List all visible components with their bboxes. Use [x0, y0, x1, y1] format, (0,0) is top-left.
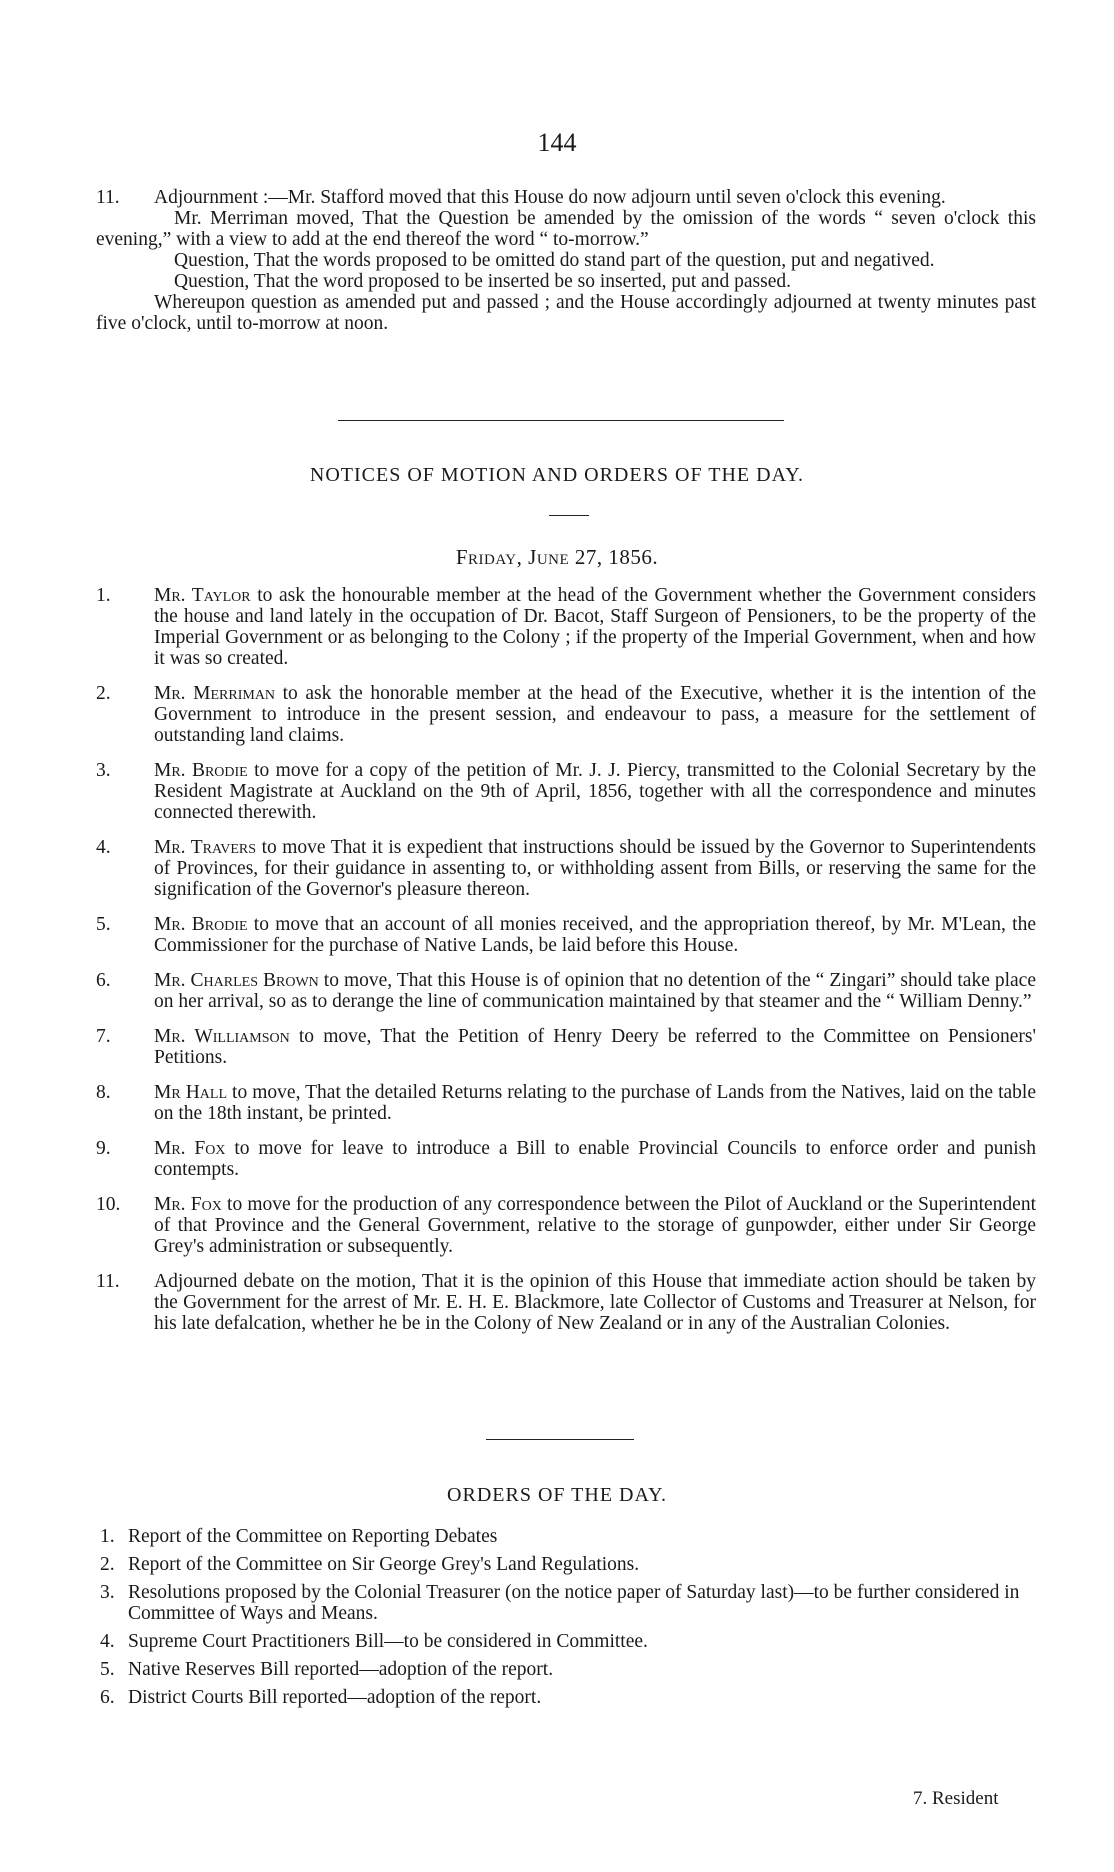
notice-text: to move, That the detailed Returns relating to the purchase of Lands from the Natives, laid on the table on the 18th instant, be printed. [154, 1082, 1036, 1124]
member-name: Mr. Merriman [154, 683, 276, 704]
notices-list [96, 585, 1036, 1334]
member-name: Mr Hall [154, 1082, 228, 1103]
short-divider [549, 515, 589, 516]
order-item [100, 1687, 1040, 1708]
orders-list [100, 1526, 1040, 1715]
notice-item [96, 760, 1036, 823]
order-number: 2. [100, 1554, 115, 1575]
notice-item [96, 585, 1036, 669]
notices-heading: NOTICES OF MOTION AND ORDERS OF THE DAY. [309, 464, 805, 486]
member-name: Mr. Brodie [154, 760, 248, 781]
notice-item [96, 1082, 1036, 1124]
page-number: 144 [537, 128, 577, 157]
order-item [100, 1526, 1040, 1547]
member-name: Mr. Williamson [154, 1026, 290, 1047]
adjournment-paragraph: Whereupon question as amended put and passed ; and the House accordingly adjourned at twenty minutes past five o'clock, until to-morrow at noon. [96, 292, 1036, 334]
member-name: Mr. Travers [154, 837, 257, 858]
order-number: 4. [100, 1631, 115, 1652]
notice-item [96, 1026, 1036, 1068]
notice-number: 2. [96, 683, 111, 704]
notice-number: 1. [96, 585, 111, 606]
section-divider [338, 420, 784, 421]
adjournment-paragraph: Mr. Merriman moved, That the Question be amended by the omission of the words “ seven o'clock this evening,” with a view to add at the end thereof the word “ to-morrow.” [96, 208, 1036, 250]
notice-number: 8. [96, 1082, 111, 1103]
notice-text: to move That it is expedient that instructions should be issued by the Governor to Superintendents of Provinces, for their guidance in assenting to, or withholding assent from Bills, or reserving the same for the signification of the Governor's pleasure thereon. [154, 837, 1036, 900]
order-number: 6. [100, 1687, 115, 1708]
order-text: Report of the Committee on Sir George Grey's Land Regulations. [128, 1554, 640, 1575]
notice-number: 9. [96, 1138, 111, 1159]
notice-number: 6. [96, 970, 111, 991]
member-name: Mr. Brodie [154, 914, 248, 935]
notice-text: Adjourned debate on the motion, That it is the opinion of this House that immediate action should be taken by the Government for the arrest of Mr. E. H. E. Blackmore, late Collector of Customs and Treasurer at Nelson, for his late defalcation, whether he be in the Colony of New Zealand or in any of the Australian Colonies. [154, 1271, 1036, 1334]
order-text: Supreme Court Practitioners Bill—to be considered in Committee. [128, 1631, 648, 1652]
catchword: 7. Resident [913, 1788, 999, 1809]
notice-number: 10. [96, 1194, 121, 1215]
order-number: 5. [100, 1659, 115, 1680]
order-text: Native Reserves Bill reported—adoption of the report. [128, 1659, 554, 1680]
order-number: 1. [100, 1526, 115, 1547]
member-name: Mr. Fox [154, 1194, 222, 1215]
adjournment-paragraph: Question, That the words proposed to be omitted do stand part of the question, put and negatived. [174, 250, 935, 271]
member-name: Mr. Fox [154, 1138, 226, 1159]
notice-text: to move, That this House is of opinion that no detention of the “ Zingari” should take place on her arrival, so as to derange the line of communication maintained by that steamer and the “ William Denny.” [154, 970, 1036, 1012]
notice-text: to move for a copy of the petition of Mr. J. J. Piercy, transmitted to the Colonial Secretary by the Resident Magistrate at Auckland on the 9th of April, 1856, together with all the correspondence and minutes connected therewith. [154, 760, 1036, 823]
order-item [100, 1582, 1040, 1624]
order-item [100, 1631, 1040, 1652]
order-text: District Courts Bill reported—adoption of the report. [128, 1687, 542, 1708]
notice-item [96, 837, 1036, 900]
notice-number: 4. [96, 837, 111, 858]
notice-text: to move, That the Petition of Henry Deery be referred to the Committee on Pensioners' Petitions. [154, 1026, 1036, 1068]
order-item [100, 1659, 1040, 1680]
notice-number: 5. [96, 914, 111, 935]
adjournment-paragraph: Adjournment :—Mr. Stafford moved that this House do now adjourn until seven o'clock this evening. [154, 187, 946, 208]
notice-item [96, 1138, 1036, 1180]
orders-heading: ORDERS OF THE DAY. [447, 1484, 667, 1506]
member-name: Mr. Charles Brown [154, 970, 319, 991]
adjournment-item [96, 187, 1036, 208]
notice-text: to move that an account of all monies received, and the appropriation thereof, by Mr. M'Lean, the Commissioner for the purchase of Native Lands, be laid before this House. [154, 914, 1036, 956]
notice-item [96, 1194, 1036, 1257]
notice-number: 7. [96, 1026, 111, 1047]
notice-text: to move for leave to introduce a Bill to enable Provincial Councils to enforce order and punish contempts. [154, 1138, 1036, 1180]
notice-item [96, 683, 1036, 746]
notice-text: to move for the production of any correspondence between the Pilot of Auckland or the Superintendent of that Province and the General Government, relative to the storage of gunpowder, either under Sir George Grey's administration or subsequently. [154, 1194, 1036, 1257]
notice-item [96, 1271, 1036, 1334]
notice-number: 3. [96, 760, 111, 781]
section-divider [486, 1439, 634, 1440]
notice-text: to ask the honorable member at the head of the Executive, whether it is the intention of the Government to introduce in the present session, and endeavour to pass, a measure for the settlement of outstanding land claims. [154, 683, 1036, 746]
order-text: Report of the Committee on Reporting Debates [128, 1526, 498, 1547]
member-name: Mr. Taylor [154, 585, 251, 606]
notice-number: 11. [96, 1271, 120, 1292]
order-number: 3. [100, 1582, 115, 1603]
adjournment-section [96, 187, 1036, 334]
notice-item [96, 970, 1036, 1012]
date-heading: Friday, June 27, 1856. [455, 545, 659, 569]
adjournment-paragraph: Question, That the word proposed to be inserted be so inserted, put and passed. [174, 271, 792, 292]
notice-item [96, 914, 1036, 956]
order-text: Resolutions proposed by the Colonial Treasurer (on the notice paper of Saturday last)—to be further considered in Committee of Ways and Means. [128, 1582, 1020, 1624]
notice-text: to ask the honourable member at the head of the Government whether the Government considers the house and land lately in the occupation of Dr. Bacot, Staff Surgeon of Pensioners, to be the property of the Imperial Government or as belonging to the Colony ; if the property of the Imperial Government, when and how it was so created. [154, 585, 1036, 669]
item-number: 11. [96, 187, 120, 208]
order-item [100, 1554, 1040, 1575]
